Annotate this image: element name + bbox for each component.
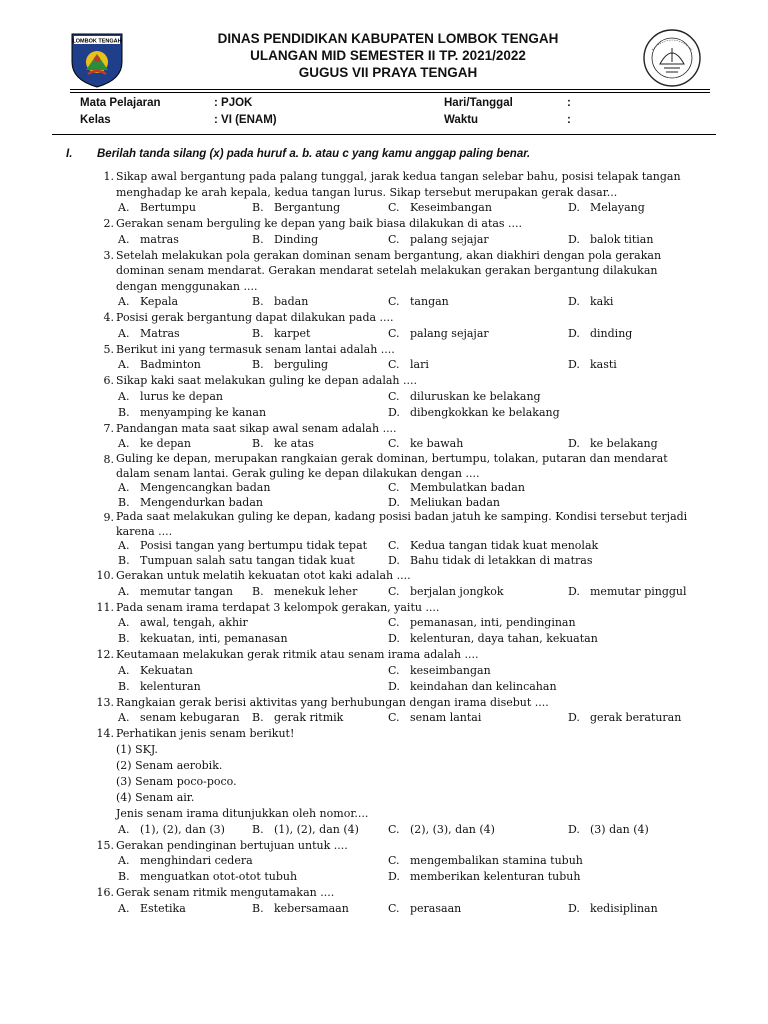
- option-letter: C.: [388, 822, 400, 836]
- option-letter: B.: [252, 711, 264, 724]
- option-text: perasaan: [410, 901, 462, 915]
- question-stem: Sikap awal bergantung pada palang tunggal, jarak kedua tangan selebar bahu, posisi telapak tangan menghadap ke arah kepala, kedua tangan lurus. Sikap tersebut merupakan gerak dasar...: [116, 170, 681, 199]
- option-letter: D.: [568, 584, 580, 598]
- option-letter: A.: [118, 481, 130, 494]
- info-row-class: [80, 114, 700, 131]
- option-text: Kekuatan: [140, 663, 193, 677]
- option-text: senam kebugaran: [140, 711, 240, 724]
- option-c: [388, 584, 504, 600]
- option-letter: D.: [568, 437, 580, 450]
- option-c: [388, 357, 429, 373]
- option-d: [568, 710, 681, 726]
- option-text: kelenturan: [140, 679, 201, 693]
- title-line-2: ULANGAN MID SEMESTER II TP. 2021/2022: [250, 48, 526, 63]
- option-text: ke atas: [274, 437, 314, 450]
- option-row: [0, 496, 768, 511]
- instruction-text: Berilah tanda silang (x) pada huruf a. b. atau c yang kamu anggap paling benar.: [97, 148, 531, 160]
- option-letter: A.: [118, 358, 130, 371]
- option-b: [118, 631, 288, 647]
- option-letter: B.: [118, 553, 130, 567]
- question-item: [0, 169, 768, 216]
- option-text: Estetika: [140, 901, 186, 915]
- option-letter: C.: [388, 616, 400, 629]
- option-row: [0, 822, 768, 838]
- option-letter: D.: [568, 201, 580, 214]
- option-b: [252, 584, 357, 600]
- question-subitem: (1) SKJ.: [116, 742, 158, 756]
- option-c: [388, 710, 481, 726]
- question-number: 2.: [103, 217, 114, 230]
- option-a: [118, 584, 233, 600]
- question-number: 16.: [96, 886, 114, 899]
- option-d: [568, 294, 613, 310]
- subject-value: : PJOK: [214, 97, 253, 109]
- section-number: I.: [66, 148, 73, 160]
- question-stem: Gerakan untuk melatih kekuatan otot kaki adalah ....: [116, 569, 411, 582]
- option-text: Bertumpu: [140, 201, 196, 214]
- option-letter: C.: [388, 437, 400, 450]
- option-a: [118, 710, 240, 726]
- option-text: Dinding: [274, 232, 319, 246]
- question-stem: Gerak senam ritmik mengutamakan ....: [116, 886, 335, 899]
- option-letter: D.: [388, 553, 400, 567]
- option-text: keseimbangan: [410, 663, 491, 677]
- header-rule-thin: [70, 92, 710, 93]
- option-d: [568, 357, 617, 373]
- option-text: mengembalikan stamina tubuh: [410, 854, 583, 867]
- option-text: Mengendurkan badan: [140, 495, 263, 509]
- option-letter: B.: [118, 679, 130, 693]
- option-text: balok titian: [590, 232, 654, 246]
- option-d: [568, 326, 632, 342]
- day-value: :: [567, 97, 571, 109]
- option-text: kasti: [590, 358, 617, 371]
- option-c: [388, 481, 525, 496]
- question-number: 11.: [96, 600, 114, 614]
- option-b: [118, 554, 355, 569]
- option-row: [0, 481, 768, 496]
- question-stem: Berikut ini yang termasuk senam lantai adalah ....: [116, 342, 395, 356]
- question-item: [0, 885, 768, 917]
- option-b: [252, 710, 343, 726]
- option-letter: C.: [388, 663, 400, 677]
- option-letter: C.: [388, 201, 400, 214]
- question-item: [0, 248, 768, 311]
- option-row: [0, 294, 768, 310]
- option-text: senam lantai: [410, 711, 482, 724]
- option-letter: D.: [388, 632, 400, 645]
- question-number: 9.: [103, 511, 114, 524]
- logo-caption: LOMBOK TENGAH: [72, 38, 122, 45]
- option-letter: A.: [118, 201, 130, 214]
- option-text: karpet: [274, 326, 311, 340]
- question-stem: Setelah melakukan pola gerakan dominan senam bergantung, akan diakhiri dengan pola gerakan dominan senam mendarat. Gerakan mendarat setelah melakukan gerakan bergantung dilakukan dengan menggunakan ....: [116, 248, 662, 293]
- option-d: [388, 631, 598, 647]
- option-letter: B.: [252, 901, 264, 915]
- option-d: [388, 405, 560, 421]
- question-subitem: (2) Senam aerobik.: [116, 758, 223, 772]
- option-row: [0, 405, 768, 421]
- option-text: palang sejajar: [410, 326, 489, 340]
- option-d: [388, 869, 580, 885]
- option-text: gerak ritmik: [274, 711, 344, 724]
- option-row: [0, 869, 768, 885]
- option-c: [388, 663, 491, 679]
- option-b: [252, 822, 359, 838]
- option-text: (1), (2), dan (3): [140, 822, 225, 836]
- title-line-3: GUGUS VII PRAYA TENGAH: [298, 65, 478, 80]
- option-text: memutar tangan: [140, 584, 233, 598]
- question-item: [0, 310, 768, 342]
- question-number: 4.: [103, 311, 114, 324]
- option-d: [568, 584, 687, 600]
- class-value: : VI (ENAM): [214, 114, 277, 126]
- option-letter: A.: [118, 854, 130, 867]
- question-number: 5.: [103, 342, 114, 356]
- option-letter: D.: [568, 232, 580, 246]
- option-letter: B.: [118, 405, 130, 419]
- option-c: [388, 539, 598, 554]
- question-stem: Rangkaian gerak berisi aktivitas yang berhubungan dengan irama disebut ....: [116, 695, 549, 709]
- option-row: [0, 357, 768, 373]
- question-item: [0, 421, 768, 453]
- option-letter: A.: [118, 663, 130, 677]
- option-letter: D.: [388, 679, 400, 693]
- option-c: [388, 232, 489, 248]
- time-value: :: [567, 114, 571, 126]
- option-b: [252, 436, 314, 452]
- option-letter: A.: [118, 539, 130, 552]
- document-header: [0, 28, 768, 90]
- option-row: [0, 389, 768, 405]
- option-text: kekuatan, inti, pemanasan: [140, 632, 288, 645]
- question-stem: Gerakan senam berguling ke depan yang baik biasa dilakukan di atas ....: [116, 217, 523, 230]
- option-text: Keseimbangan: [410, 201, 492, 214]
- option-row: [0, 710, 768, 726]
- option-b: [118, 496, 263, 511]
- option-d: [568, 200, 645, 216]
- question-stem: Sikap kaki saat melakukan guling ke depan adalah ....: [116, 374, 417, 387]
- option-letter: C.: [388, 358, 400, 371]
- option-text: Kepala: [140, 295, 179, 308]
- option-text: Kedua tangan tidak kuat menolak: [410, 539, 599, 552]
- option-text: menekuk leher: [274, 584, 358, 598]
- question-number: 1.: [103, 170, 114, 183]
- option-row: [0, 853, 768, 869]
- option-letter: D.: [568, 822, 580, 836]
- option-text: Melayang: [590, 201, 645, 214]
- option-letter: D.: [568, 295, 580, 308]
- option-text: Badminton: [140, 358, 201, 371]
- question-number: 10.: [96, 569, 114, 582]
- option-a: [118, 615, 248, 631]
- option-d: [388, 496, 500, 511]
- option-d: [388, 679, 557, 695]
- option-a: [118, 663, 193, 679]
- question-number: 8.: [103, 453, 114, 466]
- option-letter: A.: [118, 584, 130, 598]
- option-letter: A.: [118, 616, 130, 629]
- option-text: keindahan dan kelincahan: [410, 679, 557, 693]
- time-label: Waktu: [444, 114, 479, 126]
- option-text: Posisi tangan yang bertumpu tidak tepat: [140, 539, 368, 552]
- option-c: [388, 200, 492, 216]
- question-number: 15.: [96, 838, 114, 852]
- option-d: [568, 901, 658, 917]
- question-subitem: (4) Senam air.: [116, 790, 195, 804]
- option-row: [0, 663, 768, 679]
- option-text: (2), (3), dan (4): [410, 822, 495, 836]
- option-a: [118, 436, 191, 452]
- option-text: (1), (2), dan (4): [274, 822, 359, 836]
- option-b: [252, 357, 328, 373]
- option-a: [118, 326, 180, 342]
- option-row: [0, 232, 768, 248]
- question-stem: Posisi gerak bergantung dapat dilakukan pada ....: [116, 311, 394, 324]
- option-letter: A.: [118, 901, 130, 915]
- option-row: [0, 200, 768, 216]
- option-text: Tumpuan salah satu tangan tidak kuat: [140, 553, 355, 567]
- question-number: 7.: [103, 421, 114, 435]
- question-item: [0, 726, 768, 838]
- option-c: [388, 822, 495, 838]
- school-stamp-icon: [642, 28, 702, 88]
- title-line-1: DINAS PENDIDIKAN KABUPATEN LOMBOK TENGAH: [217, 31, 559, 46]
- option-text: Meliukan badan: [410, 495, 500, 509]
- question-stem: Guling ke depan, merupakan rangkaian gerak dominan, bertumpu, tolakan, putaran dan mendarat dalam senam lantai. Gerak guling ke depan dilakukan dengan ....: [116, 452, 668, 480]
- option-a: [118, 539, 367, 554]
- option-letter: C.: [388, 389, 400, 403]
- option-text: memutar pinggul: [590, 584, 687, 598]
- option-text: kebersamaan: [274, 901, 349, 915]
- option-c: [388, 436, 463, 452]
- question-item: [0, 373, 768, 421]
- option-text: menyamping ke kanan: [140, 405, 267, 419]
- option-letter: C.: [388, 326, 400, 340]
- option-letter: B.: [252, 358, 264, 371]
- option-row: [0, 436, 768, 452]
- option-b: [118, 869, 297, 885]
- question-item: [0, 216, 768, 248]
- option-b: [118, 679, 201, 695]
- question-stem: Gerakan pendinginan bertujuan untuk ....: [116, 838, 348, 852]
- option-letter: D.: [568, 901, 580, 915]
- option-c: [388, 615, 576, 631]
- option-letter: C.: [388, 539, 400, 552]
- option-text: lurus ke depan: [140, 389, 223, 403]
- option-text: berjalan jongkok: [410, 584, 504, 598]
- option-text: gerak beraturan: [590, 711, 682, 724]
- option-row: [0, 615, 768, 631]
- question-list: [0, 169, 768, 917]
- option-text: menghindari cedera: [140, 854, 253, 867]
- option-letter: A.: [118, 711, 130, 724]
- option-letter: D.: [568, 358, 580, 371]
- question-stem: Pada senam irama terdapat 3 kelompok gerakan, yaitu ....: [116, 600, 440, 614]
- option-text: Mengencangkan badan: [140, 481, 271, 494]
- option-text: pemanasan, inti, pendinginan: [410, 616, 576, 629]
- option-letter: C.: [388, 711, 400, 724]
- option-letter: C.: [388, 295, 400, 308]
- class-label: Kelas: [80, 114, 111, 126]
- question-number: 12.: [96, 648, 114, 661]
- option-text: Bahu tidak di letakkan di matras: [410, 553, 593, 567]
- question-item: [0, 452, 768, 510]
- option-letter: D.: [388, 870, 400, 883]
- option-a: [118, 389, 223, 405]
- question-item: [0, 695, 768, 727]
- question-subitem: Jenis senam irama ditunjukkan oleh nomor....: [116, 806, 369, 820]
- option-b: [118, 405, 266, 421]
- question-item: [0, 568, 768, 600]
- option-text: matras: [140, 232, 179, 246]
- option-text: dibengkokkan ke belakang: [410, 405, 560, 419]
- option-b: [252, 294, 308, 310]
- option-c: [388, 901, 461, 917]
- option-row: [0, 584, 768, 600]
- option-d: [568, 436, 658, 452]
- option-text: tangan: [410, 295, 449, 308]
- option-letter: B.: [252, 201, 264, 214]
- question-number: 13.: [96, 695, 114, 709]
- option-text: ke bawah: [410, 437, 464, 450]
- question-item: [0, 600, 768, 648]
- option-row: [0, 679, 768, 695]
- option-letter: B.: [118, 870, 130, 883]
- option-letter: C.: [388, 232, 400, 246]
- subject-label: Mata Pelajaran: [80, 97, 161, 109]
- option-b: [252, 200, 340, 216]
- option-letter: D.: [568, 711, 580, 724]
- option-letter: A.: [118, 295, 130, 308]
- option-letter: A.: [118, 326, 130, 340]
- option-b: [252, 232, 318, 248]
- option-b: [252, 326, 310, 342]
- option-text: Membulatkan badan: [410, 481, 525, 494]
- option-letter: B.: [252, 295, 264, 308]
- regency-emblem-icon: [70, 32, 124, 88]
- option-letter: B.: [118, 495, 130, 509]
- option-a: [118, 901, 186, 917]
- option-letter: D.: [388, 495, 400, 509]
- option-text: memberikan kelenturan tubuh: [410, 870, 581, 883]
- question-stem: Pandangan mata saat sikap awal senam adalah ....: [116, 421, 397, 435]
- option-letter: A.: [118, 232, 130, 246]
- option-text: kelenturan, daya tahan, kekuatan: [410, 632, 598, 645]
- option-text: berguling: [274, 358, 329, 371]
- option-text: badan: [274, 295, 309, 308]
- option-row: [0, 631, 768, 647]
- option-letter: D.: [388, 405, 400, 419]
- option-row: [0, 554, 768, 569]
- option-row: [0, 539, 768, 554]
- option-text: (3) dan (4): [590, 822, 649, 836]
- option-letter: D.: [568, 326, 580, 340]
- option-d: [568, 232, 653, 248]
- option-a: [118, 853, 253, 869]
- option-letter: C.: [388, 584, 400, 598]
- option-a: [118, 200, 196, 216]
- option-letter: A.: [118, 822, 130, 836]
- info-row-subject: [80, 97, 700, 114]
- option-text: menguatkan otot-otot tubuh: [140, 870, 298, 883]
- option-d: [568, 822, 649, 838]
- option-c: [388, 326, 489, 342]
- question-item: [0, 647, 768, 695]
- option-text: ke depan: [140, 437, 191, 450]
- question-item: [0, 342, 768, 374]
- option-text: awal, tengah, akhir: [140, 616, 248, 629]
- question-number: 3.: [103, 248, 114, 262]
- option-text: palang sejajar: [410, 232, 489, 246]
- option-a: [118, 481, 270, 496]
- question-item: [0, 838, 768, 886]
- option-row: [0, 901, 768, 917]
- option-text: ke belakang: [590, 437, 658, 450]
- option-text: dinding: [590, 326, 633, 340]
- option-text: Bergantung: [274, 201, 341, 214]
- question-subitem: (3) Senam poco-poco.: [116, 774, 237, 788]
- option-a: [118, 822, 225, 838]
- option-a: [118, 357, 201, 373]
- info-rule: [52, 134, 716, 135]
- option-text: lari: [410, 358, 429, 371]
- header-rule-thick: [70, 89, 710, 90]
- option-text: diluruskan ke belakang: [410, 389, 541, 403]
- document-title-block: [150, 30, 626, 81]
- option-letter: B.: [252, 232, 264, 246]
- option-letter: C.: [388, 901, 400, 915]
- option-letter: C.: [388, 481, 400, 494]
- option-d: [388, 554, 592, 569]
- option-c: [388, 294, 449, 310]
- option-text: kaki: [590, 295, 614, 308]
- question-item: [0, 510, 768, 568]
- option-text: Matras: [140, 326, 180, 340]
- day-label: Hari/Tanggal: [444, 97, 513, 109]
- option-letter: B.: [252, 584, 264, 598]
- option-a: [118, 294, 178, 310]
- question-stem: Keutamaan melakukan gerak ritmik atau senam irama adalah ....: [116, 648, 479, 661]
- question-stem: Perhatikan jenis senam berikut!: [116, 727, 295, 740]
- option-letter: B.: [252, 326, 264, 340]
- option-c: [388, 389, 541, 405]
- option-letter: C.: [388, 854, 400, 867]
- option-letter: A.: [118, 389, 130, 403]
- exam-info: [80, 97, 700, 131]
- option-row: [0, 326, 768, 342]
- option-c: [388, 853, 583, 869]
- question-number: 14.: [96, 727, 114, 740]
- option-b: [252, 901, 349, 917]
- option-letter: B.: [118, 632, 130, 645]
- option-letter: A.: [118, 437, 130, 450]
- option-a: [118, 232, 179, 248]
- option-text: kedisiplinan: [590, 901, 658, 915]
- question-number: 6.: [103, 374, 114, 387]
- question-stem: Pada saat melakukan guling ke depan, kadang posisi badan jatuh ke samping. Kondisi tersebut terjadi karena ....: [116, 510, 688, 538]
- option-letter: B.: [252, 437, 264, 450]
- option-letter: B.: [252, 822, 264, 836]
